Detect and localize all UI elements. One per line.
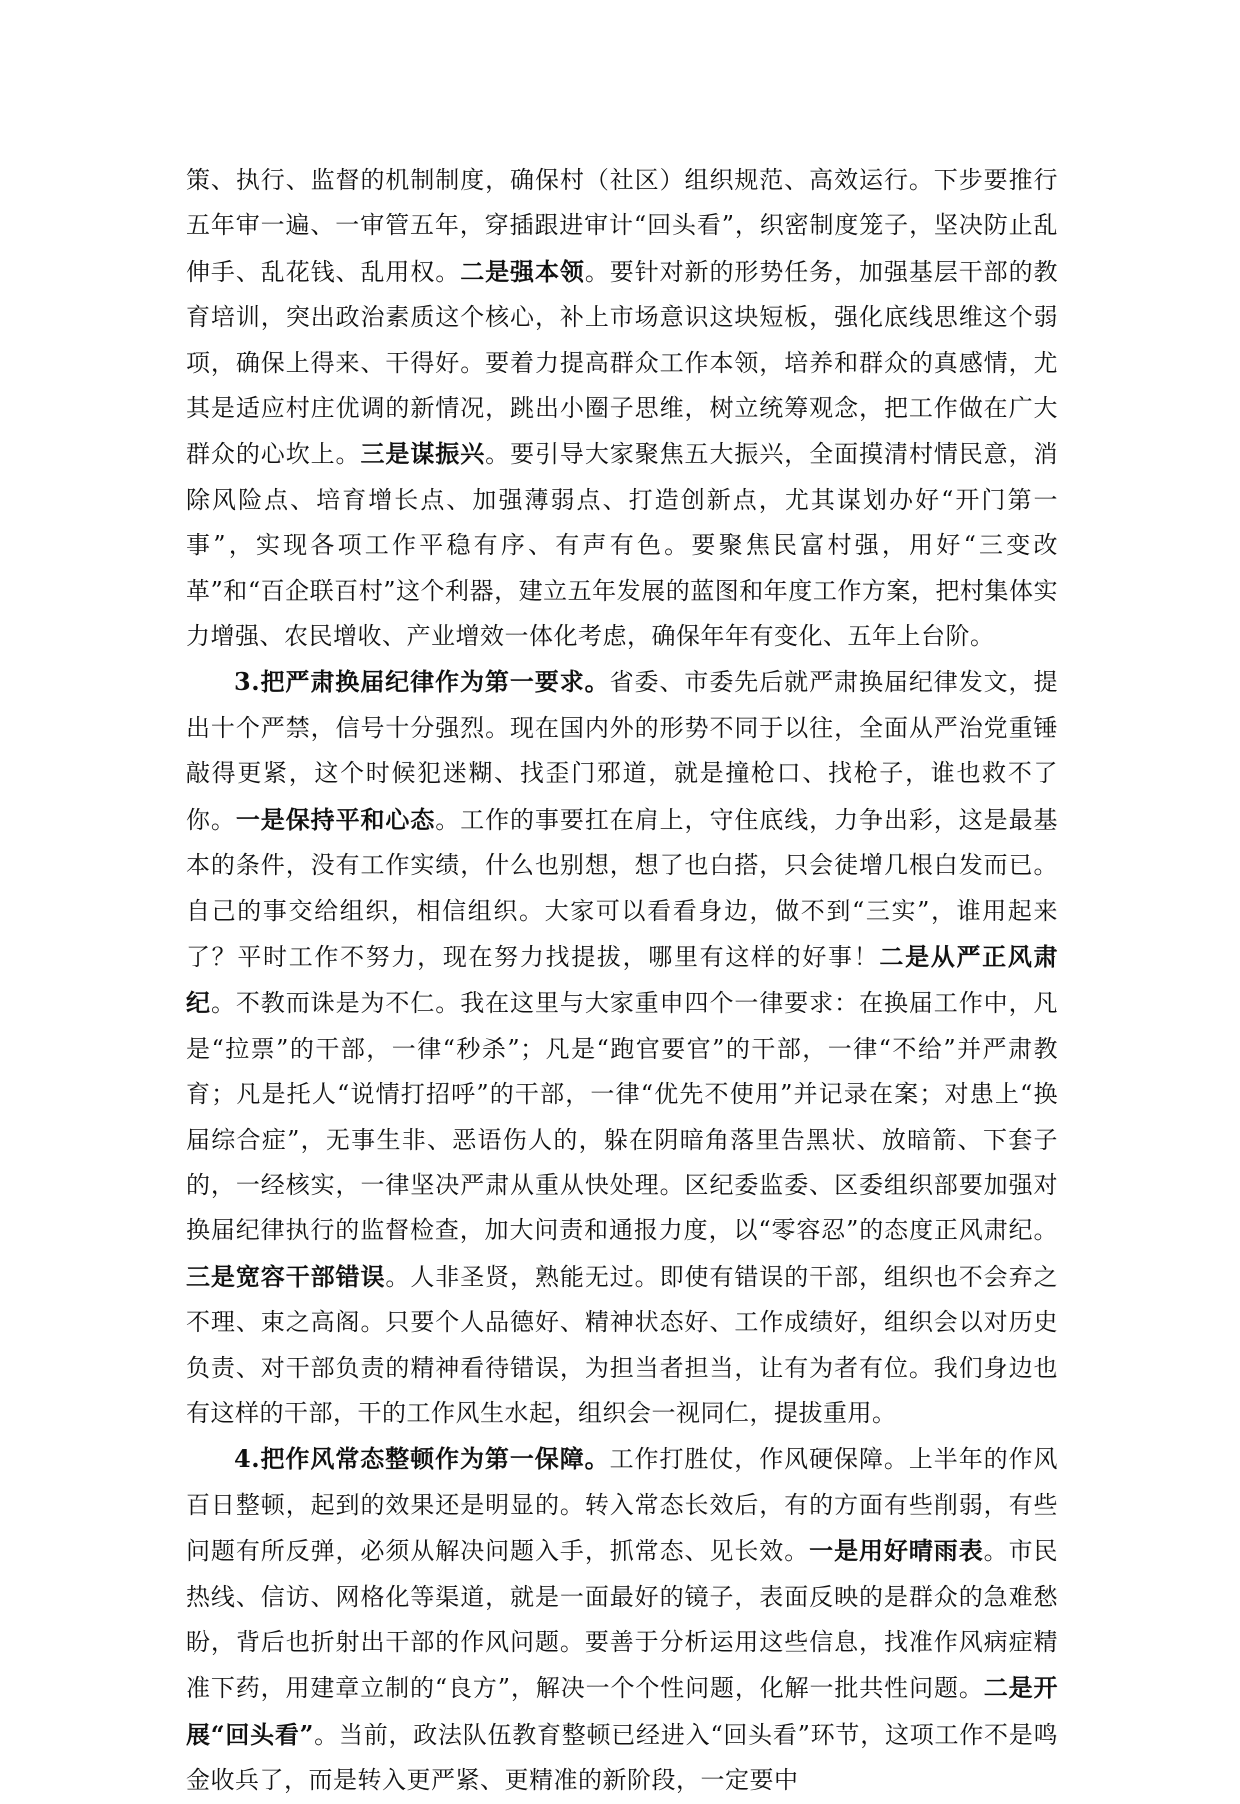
bold-heading: 二是强本领	[460, 256, 585, 286]
text-run: 省委、市委先后就严肃换届纪律发文，提出十个严禁，信号十分强烈。现在国内外的形势不同于以往，全面从严治党重锤敲得更紧，这个时候犯迷糊、找歪门邪道，就是撞枪口、找枪子，谁也救不了你。	[186, 668, 1058, 834]
text-run: 。要针对新的形势任务，加强基层干部的教育培训，突出政治素质这个核心，补上市场意识这块短板，强化底线思维这个弱项，确保上得来、干得好。要着力提高群众工作本领，培养和群众的真感情，尤其是适应村庄优调的新情况，跳出小圈子思维，树立统筹观念，把工作做在广大群众的心坎上。	[186, 257, 1059, 469]
paragraph-election-discipline	[186, 659, 1058, 1436]
bold-heading: 二是开展“回头看”	[186, 1673, 1059, 1749]
bold-heading: 三是谋振兴	[360, 439, 486, 469]
text-run: 。不教而诛是为不仁。我在这里与大家重申四个一律要求：在换届工作中，凡是“拉票”的干部，一律“秒杀”；凡是“跑官要官”的干部，一律“不给”并严肃教育；凡是托人“说情打招呼”的干部，一律“优先不使用”并记录在案；对患上“换届综合症”，无事生非、恶语伤人的，躲在阴暗角落里告黑状、放暗箭、下套子的，一经核实，一律坚决严肃从重从快处理。区纪委监委、区委组织部要加强对换届纪律执行的监督检查，加大问责和通报力度，以“零容忍”的态度正风肃纪。	[186, 989, 1059, 1245]
section-heading: 3.把严肃换届纪律作为第一要求。	[234, 667, 610, 697]
text-run: 。市民热线、信访、网格化等渠道，就是一面最好的镜子，表面反映的是群众的急难愁盼，背后也折射出干部的作风问题。要善于分析运用这些信息，找准作风病症精准下药，用建章立制的“良方”，解决一个个性问题，化解一批共性问题。	[186, 1537, 1059, 1703]
text-run: 。工作的事要扛在肩上，守住底线，力争出彩，这是最基本的条件，没有工作实绩，什么也别想，想了也白搭，只会徒增几根白发而已。自己的事交给组织，相信组织。大家可以看看身边，做不到“三实”，谁用起来了？平时工作不努力，现在努力找提拔，哪里有这样的好事！	[186, 805, 1059, 971]
bold-heading: 二是从严正风肃纪	[186, 941, 1059, 1018]
text-run: 工作打胜仗，作风硬保障。上半年的作风百日整顿，起到的效果还是明显的。转入常态长效后，有的方面有些削弱，有些问题有所反弹，必须从解决问题入手，抓常态、见长效。	[186, 1445, 1058, 1566]
paragraph-work-style	[186, 1436, 1058, 1803]
section-heading: 4.把作风常态整顿作为第一保障。	[234, 1444, 610, 1474]
bold-heading: 一是保持平和心态	[235, 804, 436, 834]
bold-heading: 一是用好晴雨表	[809, 1536, 984, 1566]
text-run: 策、执行、监督的机制制度，确保村（社区）组织规范、高效运行。下步要推行五年审一遍、一审管五年，穿插跟进审计“回头看”，织密制度笼子，坚决防止乱伸手、乱花钱、乱用权。	[186, 166, 1058, 286]
text-run: 。当前，政法队伍教育整顿已经进入“回头看”环节，这项工作不是鸣金收兵了，而是转入更严紧、更精准的新阶段，一定要中	[186, 1720, 1059, 1795]
document-page	[186, 158, 1059, 1795]
paragraph-village-governance	[186, 158, 1058, 659]
bold-heading: 三是宽容干部错误	[186, 1261, 386, 1291]
text-run: 。人非圣贤，熟能无过。即使有错误的干部，组织也不会弃之不理、束之高阁。只要个人品德好、精神状态好、工作成绩好，组织会以对历史负责、对干部负责的精神看待错误，为担当者担当，让有为者有位。我们身边也有这样的干部，干的工作风生水起，组织会一视同仁，提拔重用。	[186, 1262, 1059, 1427]
text-run: 。要引导大家聚焦五大振兴，全面摸清村情民意，消除风险点、培育增长点、加强薄弱点、打造创新点，尤其谋划办好“开门第一事”，实现各项工作平稳有序、有声有色。要聚焦民富村强，用好“三变改革”和“百企联百村”这个利器，建立五年发展的蓝图和年度工作方案，把村集体实力增强、农民增收、产业增效一体化考虑，确保年年有变化、五年上台阶。	[186, 440, 1059, 651]
